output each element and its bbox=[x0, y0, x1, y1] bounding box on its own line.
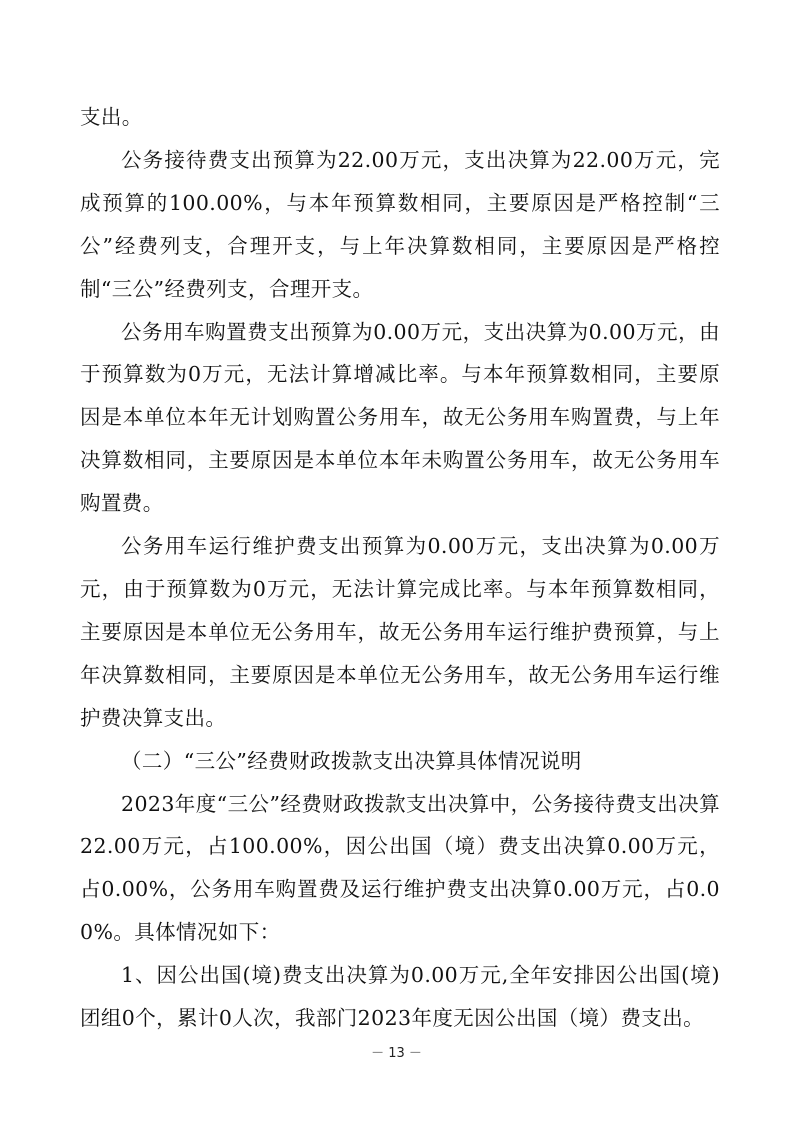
paragraph-summary-2023: 2023年度“三公”经费财政拨款支出决算中，公务接待费支出决算22.00万元，占100.00%，因公出国（境）费支出决算0.00万元，占0.00%，公务用车购置费及运行维护费支出决算0.00万元，占0.00%。具体情况如下： bbox=[80, 791, 720, 945]
paragraph-reception-expense: 公务接待费支出预算为22.00万元，支出决算为22.00万元，完成预算的100.00%，与本年预算数相同，主要原因是严格控制“三公”经费列支，合理开支，与上年决算数相同，主要原因是严格控制“三公”经费列支，合理开支。 bbox=[80, 147, 720, 301]
paragraph-vehicle-purchase: 公务用车购置费支出预算为0.00万元，支出决算为0.00万元，由于预算数为0万元，无法计算增减比率。与本年预算数相同，主要原因是本单位本年无计划购置公务用车，故无公务用车购置费，与上年决算数相同，主要原因是本单位本年未购置公务用车，故无公务用车购置费。 bbox=[80, 319, 720, 516]
paragraph-continuation: 支出。 bbox=[80, 105, 143, 129]
paragraph-vehicle-maintenance: 公务用车运行维护费支出预算为0.00万元，支出决算为0.00万元，由于预算数为0万元，无法计算完成比率。与本年预算数相同，主要原因是本单位无公务用车，故无公务用车运行维护费预算，与上年决算数相同，主要原因是本单位无公务用车，故无公务用车运行维护费决算支出。 bbox=[80, 534, 720, 730]
page-number: － 13 － bbox=[371, 1046, 422, 1061]
section-heading: （二）“三公”经费财政拨款支出决算具体情况说明 bbox=[121, 748, 582, 773]
paragraph-overseas-travel: 1、因公出国(境)费支出决算为0.00万元,全年安排因公出国(境)团组0个，累计0人次，我部门2023年度无因公出国（境）费支出。 bbox=[80, 963, 720, 1031]
document-body bbox=[80, 96, 720, 1040]
